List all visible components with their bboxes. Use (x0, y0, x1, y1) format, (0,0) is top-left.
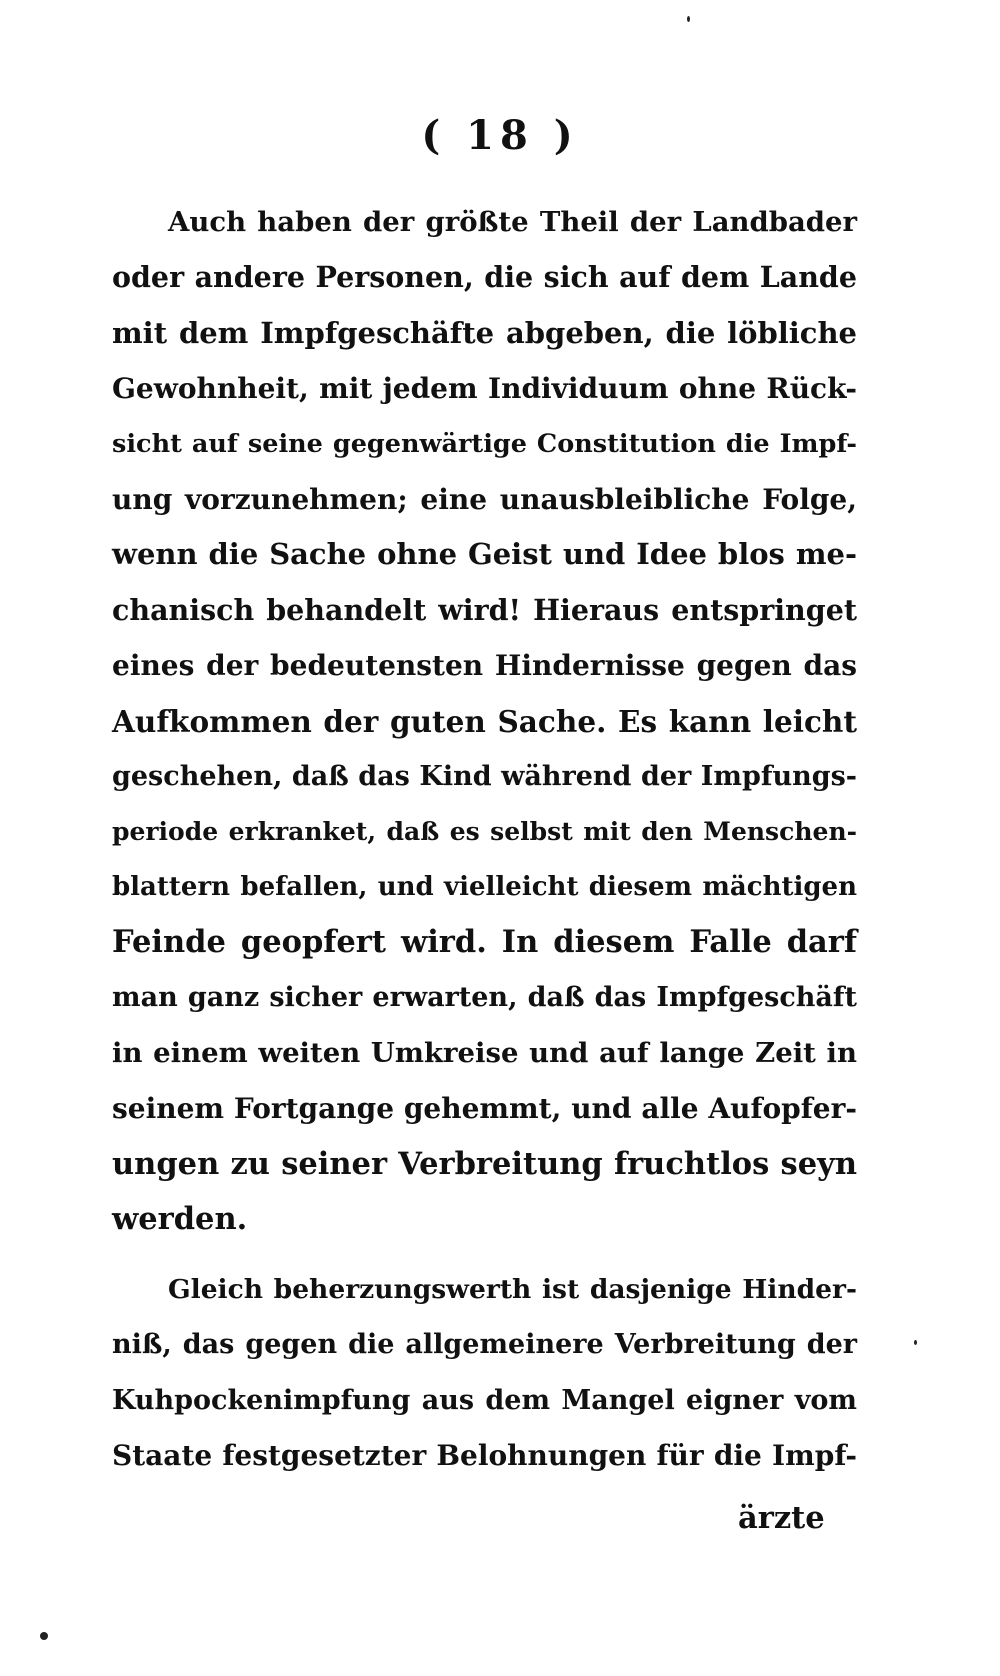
text-line: blattern befallen, und vielleicht diesem mächtigen (112, 871, 857, 902)
text-line: seinem Fortgange gehemmt, und alle Aufopfer- (112, 1092, 857, 1126)
text-line: mit dem Impfgeschäfte abgeben, die löbliche (112, 315, 857, 350)
catchword: ärzte (738, 1500, 825, 1536)
text-line: sicht auf seine gegenwärtige Constitution die Impf- (112, 428, 857, 459)
text-line: ungen zu seiner Verbreitung fruchtlos seyn (112, 1145, 857, 1182)
text-line: Gleich beherzungswerth ist dasjenige Hinder- (168, 1274, 857, 1305)
text-line: Kuhpockenimpfung aus dem Mangel eigner vom (112, 1384, 857, 1416)
ink-speck (40, 1632, 48, 1640)
text-line: niß, das gegen die allgemeinere Verbreitung der (112, 1329, 857, 1361)
text-line: Gewohnheit, mit jedem Individuum ohne Rück- (112, 372, 857, 406)
text-line: wenn die Sache ohne Geist und Idee blos me- (112, 537, 857, 572)
text-line: geschehen, daß das Kind während der Impfungs- (112, 760, 857, 792)
text-line: chanisch behandelt wird! Hieraus entspringet (112, 592, 857, 627)
text-line: oder andere Personen, die sich auf dem Lande (112, 260, 857, 295)
text-line: Auch haben der größte Theil der Landbader (168, 206, 857, 238)
text-line: ung vorzunehmen; eine unausbleibliche Folge, (112, 482, 857, 516)
text-line: man ganz sicher erwarten, daß das Impfgeschäft (112, 982, 857, 1014)
page-number: ( 18 ) (421, 112, 579, 159)
text-line: periode erkranket, daß es selbst mit den Menschen- (112, 817, 857, 847)
text-line: werden. (112, 1201, 248, 1238)
paragraph-2 (112, 1262, 857, 1484)
text-line: in einem weiten Umkreise und auf lange Zeit in (112, 1036, 857, 1069)
ink-speck (914, 1340, 917, 1345)
text-line: Staate festgesetzter Belohnungen für die Impf- (112, 1439, 857, 1473)
text-line: Aufkommen der guten Sache. Es kann leicht (112, 703, 857, 739)
paragraph-1 (112, 195, 857, 1247)
text-line: Feinde geopfert wird. In diesem Falle darf (112, 924, 857, 961)
ink-speck (687, 16, 690, 22)
text-line: eines der bedeutensten Hindernisse gegen das (112, 649, 857, 683)
